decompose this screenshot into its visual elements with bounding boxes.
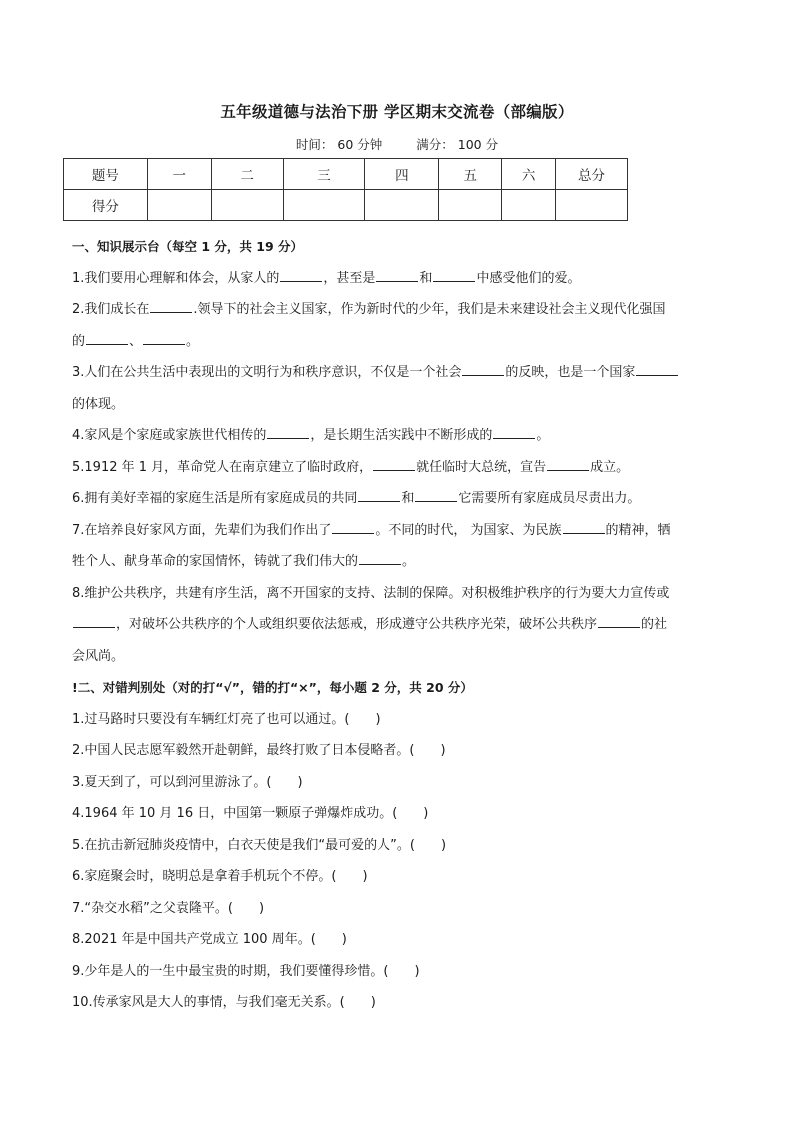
score-table-header-row [64, 159, 628, 190]
question-text: 成立。 [590, 459, 630, 475]
answer-blank[interactable] [267, 424, 309, 439]
score-label: 满分： 100 分 [416, 137, 499, 152]
page-title: 五年级道德与法治下册 学区期末交流卷（部编版） [220, 102, 574, 121]
section-1-title: 一、知识展示台（每空 1 分，共 19 分） [72, 239, 304, 254]
answer-blank[interactable] [636, 361, 678, 376]
question-text: 1.我们要用心理解和体会，从家人的 [72, 270, 280, 286]
judgement-item: 1.过马路时只要没有车辆红灯亮了也可以通过。( ) [72, 711, 381, 727]
question-text: 它需要所有家庭成员尽责出力。 [458, 491, 641, 506]
answer-blank[interactable] [86, 330, 128, 345]
question-text: 。不同的时代， 为国家、为民族 [375, 522, 562, 538]
table-header-cell: 二 [211, 159, 283, 190]
table-header-cell: 六 [502, 159, 556, 190]
question-text: ，是长期生活实践中不断形成的 [310, 428, 493, 443]
score-cell[interactable] [283, 190, 365, 221]
score-table [63, 158, 628, 221]
answer-blank[interactable] [332, 519, 374, 534]
question-4 [72, 420, 724, 452]
question-text: 3.人们在公共生活中表现出的文明行为和秩序意识，不仅是一个社会 [72, 365, 462, 380]
judgement-item: 4.1964 年 10 月 16 日，中国第一颗原子弹爆炸成功。( ) [72, 806, 429, 821]
score-cell[interactable] [502, 190, 556, 221]
answer-blank[interactable] [415, 487, 457, 502]
question-text: 、 [129, 333, 143, 349]
time-label: 时间： 60 分钟 [295, 137, 383, 152]
score-table-score-row [64, 190, 628, 221]
answer-blank[interactable] [280, 267, 322, 282]
answer-blank[interactable] [150, 298, 192, 313]
answer-blank[interactable] [358, 487, 400, 502]
score-cell[interactable] [365, 190, 439, 221]
question-1 [72, 263, 724, 295]
score-cell[interactable] [211, 190, 283, 221]
question-2 [72, 294, 724, 357]
table-header-cell: 三 [283, 159, 365, 190]
answer-blank[interactable] [376, 267, 418, 282]
table-header-cell: 四 [365, 159, 439, 190]
question-text: 。 [536, 428, 550, 443]
question-text: 的社 [641, 617, 668, 632]
question-text: ，对破坏公共秩序的个人或组织要依法惩戒，形成遵守公共秩序光荣，破坏公共秩序 [116, 617, 598, 632]
question-text: 和 [401, 491, 415, 506]
score-cell[interactable] [556, 190, 628, 221]
judgement-item: 6.家庭聚会时，晓明总是拿着手机玩个不停。( ) [72, 869, 368, 884]
question-text: 。 [186, 333, 200, 349]
answer-blank[interactable] [143, 330, 185, 345]
judgement-item: 5.在抗击新冠肺炎疫情中，白衣天使是我们“最可爱的人”。( ) [72, 837, 447, 853]
table-header-cell: 题号 [64, 159, 148, 190]
exam-meta [0, 135, 794, 153]
question-text: 4.家风是个家庭或家族世代相传的 [72, 428, 267, 443]
answer-blank[interactable] [462, 361, 504, 376]
judgement-item: 2.中国人民志愿军毅然开赴朝鲜，最终打败了日本侵略者。( ) [72, 743, 446, 758]
table-row-label: 得分 [64, 190, 148, 221]
question-text: 的 [72, 333, 86, 349]
question-6 [72, 483, 724, 515]
answer-blank[interactable] [73, 613, 115, 628]
table-header-cell: 五 [439, 159, 502, 190]
score-cell[interactable] [147, 190, 211, 221]
question-7 [72, 515, 724, 578]
section-2-title: !二、对错判别处（对的打“√”，错的打“×”，每小题 2 分，共 20 分） [72, 680, 473, 695]
question-5 [72, 452, 724, 484]
question-text: .领导下的社会主义国家，作为新时代的少年，我们是未来建设社会主义现代化强国 [193, 302, 666, 317]
question-text: 牲个人、献身革命的家国情怀，铸就了我们伟大的 [72, 554, 359, 569]
question-text: 和 [419, 270, 433, 286]
judgement-item: 10.传承家风是大人的事情，与我们毫无关系。( ) [72, 995, 376, 1010]
judgement-item: 9.少年是人的一生中最宝贵的时期，我们要懂得珍惜。( ) [72, 963, 420, 979]
answer-blank[interactable] [547, 456, 589, 471]
question-text: 8.维护公共秩序，共建有序生活，离不开国家的支持、法制的保障。对积极维护秩序的行为要大力宣传或 [72, 585, 670, 601]
answer-blank[interactable] [373, 456, 415, 471]
exam-content [72, 231, 724, 1019]
question-text: 的体现。 [72, 396, 125, 412]
table-header-cell: 一 [147, 159, 211, 190]
question-8 [72, 578, 724, 673]
question-text: 的反映，也是一个国家 [505, 365, 636, 380]
question-text: 2.我们成长在 [72, 302, 150, 317]
question-text: 中感受他们的爱。 [476, 270, 581, 286]
answer-blank[interactable] [433, 267, 475, 282]
table-header-cell: 总分 [556, 159, 628, 190]
answer-blank[interactable] [493, 424, 535, 439]
question-text: 6.拥有美好幸福的家庭生活是所有家庭成员的共同 [72, 491, 358, 506]
judgement-item: 3.夏天到了，可以到河里游泳了。( ) [72, 774, 303, 790]
question-text: 会风尚。 [72, 648, 125, 664]
question-text: 的精神，牺 [605, 522, 671, 538]
answer-blank[interactable] [598, 613, 640, 628]
question-3 [72, 357, 724, 420]
question-text: 5.1912 年 1 月，革命党人在南京建立了临时政府， [72, 459, 373, 475]
answer-blank[interactable] [563, 519, 605, 534]
question-text: 。 [402, 554, 416, 569]
judgement-item: 7.“杂交水稻”之父袁隆平。( ) [72, 900, 265, 916]
question-text: ，甚至是 [323, 270, 376, 286]
question-text: 7.在培养良好家风方面，先辈们为我们作出了 [72, 522, 332, 538]
judgement-item: 8.2021 年是中国共产党成立 100 周年。( ) [72, 932, 347, 947]
answer-blank[interactable] [359, 550, 401, 565]
score-cell[interactable] [439, 190, 502, 221]
question-text: 就任临时大总统，宣告 [416, 459, 547, 475]
